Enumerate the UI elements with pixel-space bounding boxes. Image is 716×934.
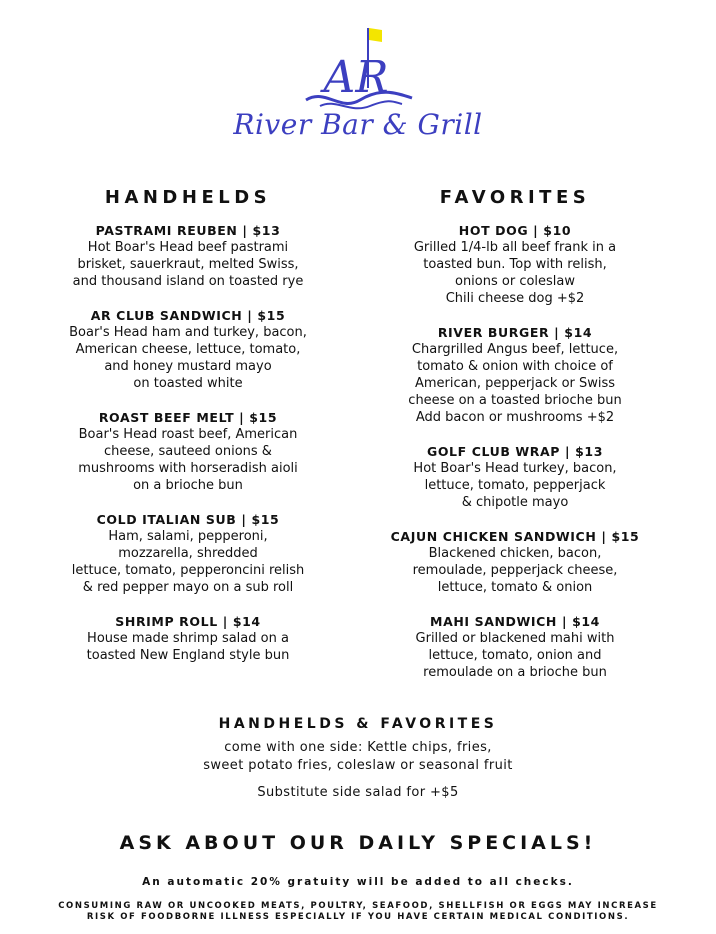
menu-item-name: AR CLUB SANDWICH | $15: [90, 308, 286, 323]
description-line: lettuce, tomato, pepperjack: [424, 478, 606, 493]
sides-title: HANDHELDS & FAVORITES: [218, 716, 498, 732]
menu-item: [365, 613, 665, 681]
description-line: cheese, sauteed onions &: [104, 444, 272, 459]
menu-item-name: RIVER BURGER | $14: [437, 325, 593, 340]
menu-item-description: [38, 324, 338, 392]
description-line: Boar's Head roast beef, American: [78, 427, 298, 442]
menu-item-description: [365, 545, 665, 596]
menu-item: [38, 613, 338, 664]
menu-item: [365, 528, 665, 596]
food-warning: [0, 901, 716, 923]
menu-item: [38, 307, 338, 392]
menu-item-description: [38, 528, 338, 596]
description-line: brisket, sauerkraut, melted Swiss,: [77, 257, 299, 272]
logo-monogram: AR: [323, 52, 389, 103]
favorites-section: [365, 186, 665, 698]
menu-item: [38, 409, 338, 494]
menu-item-name: ROAST BEEF MELT | $15: [98, 410, 278, 425]
menu-item-name: SHRIMP ROLL | $14: [115, 614, 261, 629]
gratuity-note: An automatic 20% gratuity will be added to all checks.: [142, 876, 574, 888]
description-line: lettuce, tomato, pepperoncini relish: [71, 563, 305, 578]
description-line: Chargrilled Angus beef, lettuce,: [411, 342, 619, 357]
menu-item: [38, 222, 338, 290]
warning-line: RISK OF FOODBORNE ILLNESS ESPECIALLY IF YOU HAVE CERTAIN MEDICAL CONDITIONS.: [86, 912, 630, 922]
menu-item-description: [38, 426, 338, 494]
section-title-handhelds: HANDHELDS: [104, 187, 272, 208]
description-line: toasted New England style bun: [86, 648, 290, 663]
description-line: Chili cheese dog +$2: [445, 291, 585, 306]
menu-item-description: [365, 630, 665, 681]
menu-item-description: [365, 460, 665, 511]
description-line: Add bacon or mushrooms +$2: [415, 410, 615, 425]
menu-item: [38, 511, 338, 596]
restaurant-name: River Bar & Grill: [233, 108, 483, 141]
daily-specials-banner: ASK ABOUT OUR DAILY SPECIALS!: [119, 832, 597, 854]
description-line: on a brioche bun: [133, 478, 243, 493]
description-line: and honey mustard mayo: [104, 359, 272, 374]
description-line: cheese on a toasted brioche bun: [408, 393, 622, 408]
description-line: mozzarella, shredded: [118, 546, 258, 561]
menu-item: [365, 222, 665, 307]
description-line: & red pepper mayo on a sub roll: [82, 580, 294, 595]
section-title-favorites: FAVORITES: [439, 187, 591, 208]
substitute-note: Substitute side salad for +$5: [257, 785, 459, 800]
logo-emblem: [290, 22, 426, 112]
description-line: Grilled or blackened mahi with: [415, 631, 615, 646]
menu-item-name: GOLF CLUB WRAP | $13: [426, 444, 604, 459]
description-line: and thousand island on toasted rye: [72, 274, 304, 289]
description-line: tomato & onion with choice of: [417, 359, 613, 374]
menu-item-name: HOT DOG | $10: [458, 223, 572, 238]
menu-item-name: MAHI SANDWICH | $14: [430, 614, 600, 629]
sides-line: sweet potato fries, coleslaw or seasonal fruit: [203, 758, 513, 773]
description-line: Ham, salami, pepperoni,: [108, 529, 268, 544]
description-line: House made shrimp salad on a: [87, 631, 289, 646]
description-line: & chipotle mayo: [461, 495, 569, 510]
description-line: Grilled 1/4-lb all beef frank in a: [413, 240, 617, 255]
menu-item: [365, 443, 665, 511]
description-line: Hot Boar's Head beef pastrami: [87, 240, 289, 255]
description-line: toasted bun. Top with relish,: [423, 257, 607, 272]
description-line: American cheese, lettuce, tomato,: [75, 342, 301, 357]
description-line: remoulade, pepperjack cheese,: [412, 563, 618, 578]
menu-item-description: [38, 630, 338, 664]
sides-description: [0, 739, 716, 775]
description-line: Hot Boar's Head turkey, bacon,: [413, 461, 617, 476]
menu-item-description: [365, 341, 665, 426]
description-line: Boar's Head ham and turkey, bacon,: [69, 325, 307, 340]
menu-item-name: PASTRAMI REUBEN | $13: [95, 223, 281, 238]
description-line: on toasted white: [133, 376, 243, 391]
menu-item: [365, 324, 665, 426]
description-line: Blackened chicken, bacon,: [428, 546, 602, 561]
warning-line: CONSUMING RAW OR UNCOOKED MEATS, POULTRY, SEAFOOD, SHELLFISH OR EGGS MAY INCREASE: [58, 901, 658, 911]
menu-item-name: COLD ITALIAN SUB | $15: [96, 512, 280, 527]
menu-item-description: [365, 239, 665, 307]
description-line: American, pepperjack or Swiss: [414, 376, 616, 391]
description-line: onions or coleslaw: [454, 274, 576, 289]
sides-line: come with one side: Kettle chips, fries,: [224, 740, 492, 755]
menu-item-description: [38, 239, 338, 290]
flag-icon: [369, 28, 382, 42]
logo: [0, 18, 716, 148]
handhelds-section: [38, 186, 338, 681]
menu-item-name: CAJUN CHICKEN SANDWICH | $15: [390, 529, 640, 544]
description-line: lettuce, tomato & onion: [437, 580, 593, 595]
description-line: remoulade on a brioche bun: [423, 665, 607, 680]
description-line: mushrooms with horseradish aioli: [78, 461, 298, 476]
description-line: lettuce, tomato, onion and: [428, 648, 602, 663]
